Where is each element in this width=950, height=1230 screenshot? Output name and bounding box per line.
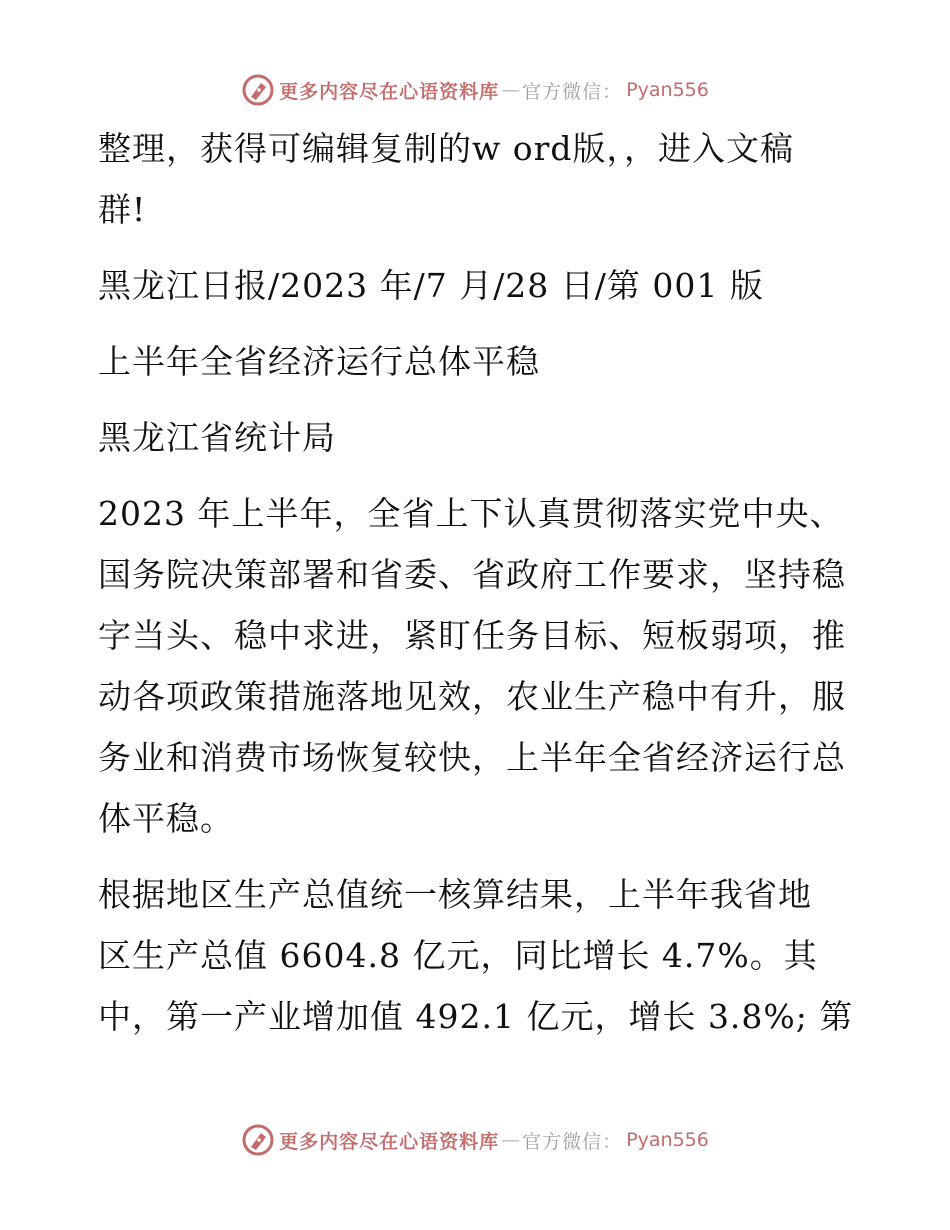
text-line: 中，第一产业增加值 492.1 亿元，增长 3.8%; 第 bbox=[98, 997, 854, 1036]
text-line: 根据地区生产总值统一核算结果，上半年我省地 bbox=[98, 875, 812, 914]
text-line: 区生产总值 6604.8 亿元，同比增长 4.7%。其 bbox=[98, 936, 818, 975]
paragraph-1 bbox=[98, 483, 858, 849]
header-watermark bbox=[0, 70, 950, 110]
text-line: 群! bbox=[98, 190, 147, 229]
watermark-main-text: 更多内容尽在心语资料库 bbox=[279, 80, 500, 103]
watermark-separator: — bbox=[501, 1129, 521, 1151]
text-line: 动各项政策措施落地见效，农业生产稳中有升，服 bbox=[98, 677, 846, 716]
text-line: 体平稳。 bbox=[98, 799, 234, 838]
paragraph-2 bbox=[98, 864, 858, 1047]
text-line: 整理，获得可编辑复制的w ord版，，进入文稿 bbox=[98, 129, 795, 168]
intro-paragraph bbox=[98, 118, 858, 240]
watermark-label: 官方微信： bbox=[522, 1130, 623, 1153]
text-line: 务业和消费市场恢复较快，上半年全省经济运行总 bbox=[98, 738, 846, 777]
headline bbox=[98, 331, 858, 392]
pen-nib-circle-icon bbox=[241, 1123, 275, 1157]
text-line: 黑龙江日报/2023 年/7 月/28 日/第 001 版 bbox=[98, 266, 764, 305]
watermark-label: 官方微信： bbox=[522, 80, 623, 103]
watermark-separator: — bbox=[501, 79, 521, 101]
watermark-wechat-id: Pyan556 bbox=[626, 79, 709, 101]
pen-nib-circle-icon bbox=[241, 73, 275, 107]
footer-watermark bbox=[0, 1120, 950, 1160]
source-line bbox=[98, 255, 858, 316]
watermark-main-text: 更多内容尽在心语资料库 bbox=[279, 1130, 500, 1153]
author-line bbox=[98, 407, 858, 468]
watermark-wechat-id: Pyan556 bbox=[626, 1129, 709, 1151]
text-line: 2023 年上半年，全省上下认真贯彻落实党中央、 bbox=[98, 494, 844, 533]
text-line: 上半年全省经济运行总体平稳 bbox=[98, 342, 540, 381]
text-line: 国务院决策部署和省委、省政府工作要求，坚持稳 bbox=[98, 555, 846, 594]
document-body bbox=[98, 118, 858, 1047]
text-line: 字当头、稳中求进，紧盯任务目标、短板弱项，推 bbox=[98, 616, 846, 655]
text-line: 黑龙江省统计局 bbox=[98, 418, 336, 457]
